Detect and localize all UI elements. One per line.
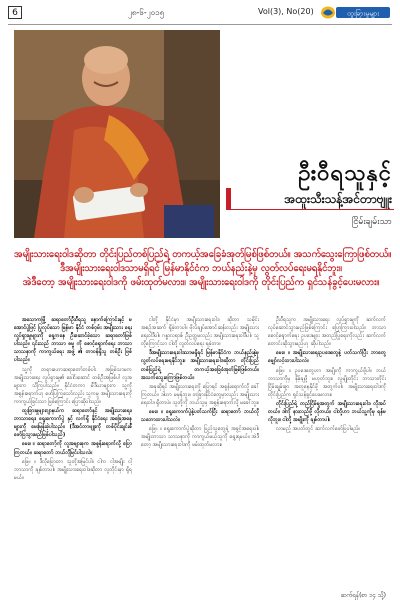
article-title: ဦးဝီရသူနှင့်: [298, 160, 392, 186]
paragraph: ငါတို့ နိုင်ငံမှာ အမျိုးသားရေးဝါဒ ဆိုတာ သမိုင်းအစဉ်အဆက် ရှိခဲ့တာပါ။ ဗိုလ်ချုပ်အောင်ဆန်းလည်း အမျိုးသားရေးဝါဒီပါ။ ဂန္ဓာလရာဇ် ဦးဥတ္တမလည်း အမျိုးသားရေးဝါဒီပါ။ သူတို့ကြောင့်သာ ငါတို့ လွတ်လပ်ရေး ရခဲ့တာ။: [141, 317, 259, 348]
paragraph: ထူးခြားမှုများဂျာနယ်က ဆရာတော်နှင့် အမျိုးသားရေး၊ ဘာသာရေး၊ ရွေးကောက်ပွဲ နှင့် လက်ရှိ နိုင်ငံရေး အခြေအနေများကို မေးမြန်းခဲ့ပါသည်။ (ဒီအင်တာဗျူးကို တစ်ပိုင်းချင်းစီ ဖော်ပြသွားမည်ဖြစ်ပါသည်): [14, 408, 132, 439]
pull-quote: [14, 248, 392, 290]
monk-photo: [14, 30, 220, 238]
paragraph: ဖြေ။ ။ ဒီလိုပြောတာ သူတို့အမြင်ပါ။ ငါက ငါ့အမျိုး ငါ့ဘာသာကို ချစ်တာပါ။ အမျိုးသားရေးဝါဒဆိုတာ လူတိုင်းမှာ ရှိရမယ်။: [14, 458, 132, 481]
paragraph: တိုင်းပြည်ရဲ့ တည်ငြိမ်မှုအတွက် အမျိုးသားရေးဝါဒ လိုအပ်တယ်။ ဒါကို နားလည်ဖို့ လိုတယ်။ ငါတို့ဟာ ဘယ်သူ့ကိုမှ ရန်မလိုဘူး။ ငါတို့ အမျိုးကို ချစ်တာပါ။: [268, 400, 386, 424]
volume-number: Vol(3), No(20): [258, 7, 314, 16]
text-column-2: [141, 316, 259, 592]
paragraph: ဒီအမျိုးသားရေးဝါဒသာမရှိရင် မြန်မာနိုင်ငံက ဘယ်နည်းနဲ့မှ လွတ်လပ်ရေးမရနိုင်ဘူး။ အမျိုးသားရေးဝါဒဆိုတာ တိုင်းပြည်တစ်ပြည်ရဲ့ တကယ့်အခြေခံအုတ်မြစ်ဖြစ်တယ်။ အသက်သွေးကြောဖြစ်တယ်။: [141, 350, 259, 381]
text-column-3: [268, 316, 386, 592]
paragraph: ဖြေ။ ။ ဥပဒေတွေဟာ အမျိုးကို ကာကွယ်ဖို့ပါ။ ဘယ်ဘာသာကိုမှ နှိမ့်ချဖို့ မဟုတ်ဘူး။ လူမျိုးတိုင်း ဘာသာတိုင်း ငြိမ်းချမ်းစွာ အတူနေနိုင်ဖို့ အတွက်ပါ။ အမျိုးသားရေးဝါဒကို တိုင်းပြည်က ရှင်သန်ခွင့်ပေးမလား။: [268, 367, 386, 398]
paragraph: မေး။ ။ ရွေးကောက်ပွဲနဲ့ပတ်သက်ပြီး ဆရာတော် ဘယ်လိုသဘောထားပါသလဲ။: [141, 409, 259, 424]
issue-date: ၂၈-၆-၂၀၁၅: [128, 8, 165, 17]
masthead-logo: [320, 4, 392, 21]
byline: ငြိမ်းချမ်းသာ: [351, 217, 392, 227]
pull-quote-line: အမျိုးသားရေးဝါဒဆိုတာ တိုင်းပြည်တစ်ပြည်ရဲ့ တကယ့်အခြေခံအုတ်မြစ်ဖြစ်တယ်။ အသက်သွေးကြောဖြစ်တယ်။: [14, 249, 392, 260]
paragraph: အခုဆိုရင် အမျိုးသားရေးကို ပြောရင် အစွန်းရောက်လို့ ခေါ်ကြတယ်။ ဒါဟာ မမှန်ဘူး။ တခြားနိုင်ငံတွေမှာလည်း အမျိုးသားရေးဝါဒ ရှိတာပဲ။ သူတို့ကို ဘယ်သူမှ အစွန်းရောက်လို့ မခေါ်ဘူး။: [141, 383, 259, 406]
paragraph: လာမည့် အပတ်တွင် ဆက်လက်ဖော်ပြပါမည်။: [276, 426, 361, 433]
paragraph: ဖြေ။ ။ ရွေးကောက်ပွဲဆိုတာ ပြည်သူတွေရဲ့ အခွင့်အရေးပါ။ အမျိုးဘာသာ သာသနာကို ကာကွယ်မယ့်သူကို ရွေးရမယ်။ အဲဒီတော့ အမျိုးသားရေးဝါဒကို ဖမ်းထုတ်မလား။: [141, 426, 259, 449]
paragraph: ဦးဝီရသူက အမျိုးသားရေး လှုပ်ရှားမှုကို ဆက်လက်လုပ်ဆောင်သွားမည်ဖြစ်ကြောင်း ပြောကြားပါသည်။ ဘာသာစောင့်ရှောက်ရေး ဥပဒေများ အတည်ပြုရေးကိုလည်း ဆက်လက်တောင်းဆိုသွားမည်ဟု ဆိုပါသည်။: [268, 317, 386, 348]
pull-quote-line: ဒီအမျိုးသားရေးဝါဒသာမရှိရင် မြန်မာနိုင်ငံက ဘယ်နည်းနဲ့မှ လွတ်လပ်ရေးမရနိုင်ဘူး။: [60, 263, 342, 274]
paragraph: အသောကမြို့ ဆရာတော်ဦးဝီရသူ နောက်ကြောင်းနှင့် မအောင်ပွဲဖြင့် ပြုလုပ်သော မြန်မာ နိုင်ငံ တစ်ဝှမ်း အမျိုးသား ရေး လှုပ်ရှားမှုများကို ရှေ့ကနေ ဦးဆောင်ခဲ့သော ဆရာတော်ဖြစ်ပါသည်။ ၎င်းသည် ဘာသာ ဓမ္မ ကို စောင့်ရှောက်ရေး ဘာသာ သာသနာကို ကာကွယ်ရေး အဖွဲ့ ၏ တာဝန်ရှိသူ တစ်ဦး ဖြစ်ပါသည်။: [14, 317, 132, 364]
subtitle-box: [226, 188, 394, 210]
paragraph: သူ့ကို တရားဟောဆရာတော်တစ်ပါး အဖြစ်သာမက အမျိုးသားရေး လှုပ်ရှားမှု၏ ခေါင်းဆောင် တစ်ဦးအဖြစ်ပါ လူအများက သိကြပါသည်။ နိုင်ငံတကာ မီဒီယာများက သူ့ကို အစွန်းရောက်ဟု ဖော်ပြကြသော်လည်း သူကမူ အမျိုးသားရေးကို ကာကွယ်ခြင်းသာ ဖြစ်ကြောင်း ပြောဆိုပါသည်။: [14, 366, 132, 405]
page-number: 6: [8, 6, 22, 19]
paragraph: မေး။ ။ ဆရာတော့်ကို လူအများစုက အစွန်းရောက်လို့ ပြောကြတယ်။ ဆရာတော် ဘယ်လိုမြင်ပါသလဲ။: [14, 441, 132, 456]
header-divider: [8, 24, 392, 25]
pull-quote-line: အဲဒီတော့ အမျိုးသားရေးဝါဒကို ဖမ်းထုတ်မလား။ အမျိုးသားရေးဝါဒကို တိုင်းပြည်က ရှင်သန်ခွင့်ပေးမလား။: [22, 277, 380, 288]
continued-note: ဆက်ရန်(စာ ၁၄ သို့): [340, 592, 386, 599]
text-column-1: [14, 316, 132, 592]
paragraph: မေး။ ။ အမျိုးသားရေးဥပဒေတွေနဲ့ ပတ်သက်ပြီး ဘာတွေ မျှော်လင့်ထားပါသလဲ။: [268, 350, 386, 365]
page-header: [8, 6, 392, 22]
logo-text: ထူးခြားမှုများ: [346, 9, 380, 18]
article-subtitle: အထူးသီးသန့်အင်တာဗျူး: [284, 192, 392, 206]
